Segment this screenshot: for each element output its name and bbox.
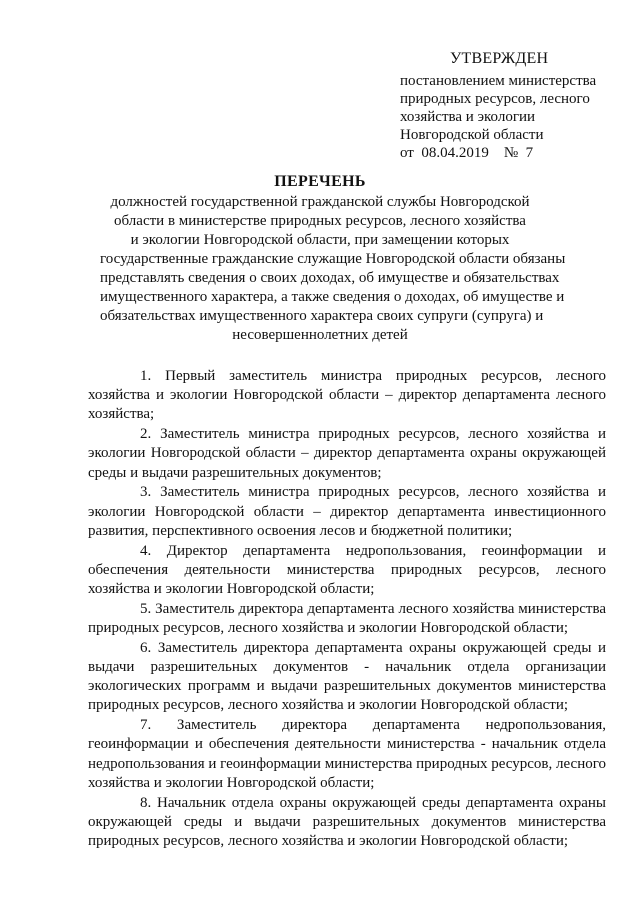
approval-block [400,50,620,162]
subtitle-line: государственные гражданские служащие Новгородской области обязаны [100,251,566,267]
positions-list [88,367,606,852]
list-item: 6. Заместитель директора департамента охраны окружающей среды и выдачи разрешительных документов - начальник отдела организации экологических программ и выдачи разрешительных документов министерства природных ресурсов, лесного хозяйства и экологии Новгородской области; [88,639,606,714]
list-item: 4. Директор департамента недропользования, геоинформации и обеспечения деятельности министерства природных ресурсов, лесного хозяйства и экологии Новгородской области; [88,542,606,598]
subtitle-line: несовершеннолетних детей [232,327,408,343]
approval-date-number: от 08.04.2019 № 7 [400,145,534,161]
list-item: 3. Заместитель министра природных ресурсов, лесного хозяйства и экологии Новгородской области – директор департамента инвестиционного развития, перспективного освоения лесов и бюджетной политики; [88,484,606,539]
approval-line: Новгородской области [400,127,544,143]
subtitle-line: обязательствах имущественного характера своих супруги (супруга) и [100,308,544,324]
approval-line: хозяйства и экологии [400,109,536,125]
approval-line: постановлением министерства [400,73,597,89]
list-item: 5. Заместитель директора департамента лесного хозяйства министерства природных ресурсов, лесного хозяйства и экологии Новгородской области; [88,600,606,637]
subtitle-line: и экологии Новгородской области, при замещении которых [130,232,510,248]
subtitle-line: имущественного характера, а также сведения о доходах, об имуществе и [100,289,565,305]
document-title: ПЕРЕЧЕНЬ [274,173,366,190]
list-item: 2. Заместитель министра природных ресурсов, лесного хозяйства и экологии Новгородской области – директор департамента охраны окружающей среды и выдачи разрешительных документов; [88,426,606,481]
document-subtitle [100,193,566,345]
approval-stamp: УТВЕРЖДЕН [450,50,549,67]
subtitle-line: должностей государственной гражданской службы Новгородской [110,194,530,210]
list-item: 1. Первый заместитель министра природных ресурсов, лесного хозяйства и экологии Новгородской области – директор департамента лесного хозяйства; [88,368,606,423]
list-item: 8. Начальник отдела охраны окружающей среды департамента охраны окружающей среды и выдачи разрешительных документов министерства природных ресурсов, лесного хозяйства и экологии Новгородской области; [88,794,606,850]
subtitle-line: представлять сведения о своих доходах, об имуществе и обязательствах [100,270,560,286]
approval-line: природных ресурсов, лесного [400,91,590,107]
list-item: 7. Заместитель директора департамента недропользования, геоинформации и обеспечения деятельности министерства - начальник отдела недропользования и геоинформации министерства природных ресурсов, лесного хозяйства и экологии Новгородской области; [88,717,606,791]
subtitle-line: области в министерстве природных ресурсов, лесного хозяйства [114,213,526,229]
